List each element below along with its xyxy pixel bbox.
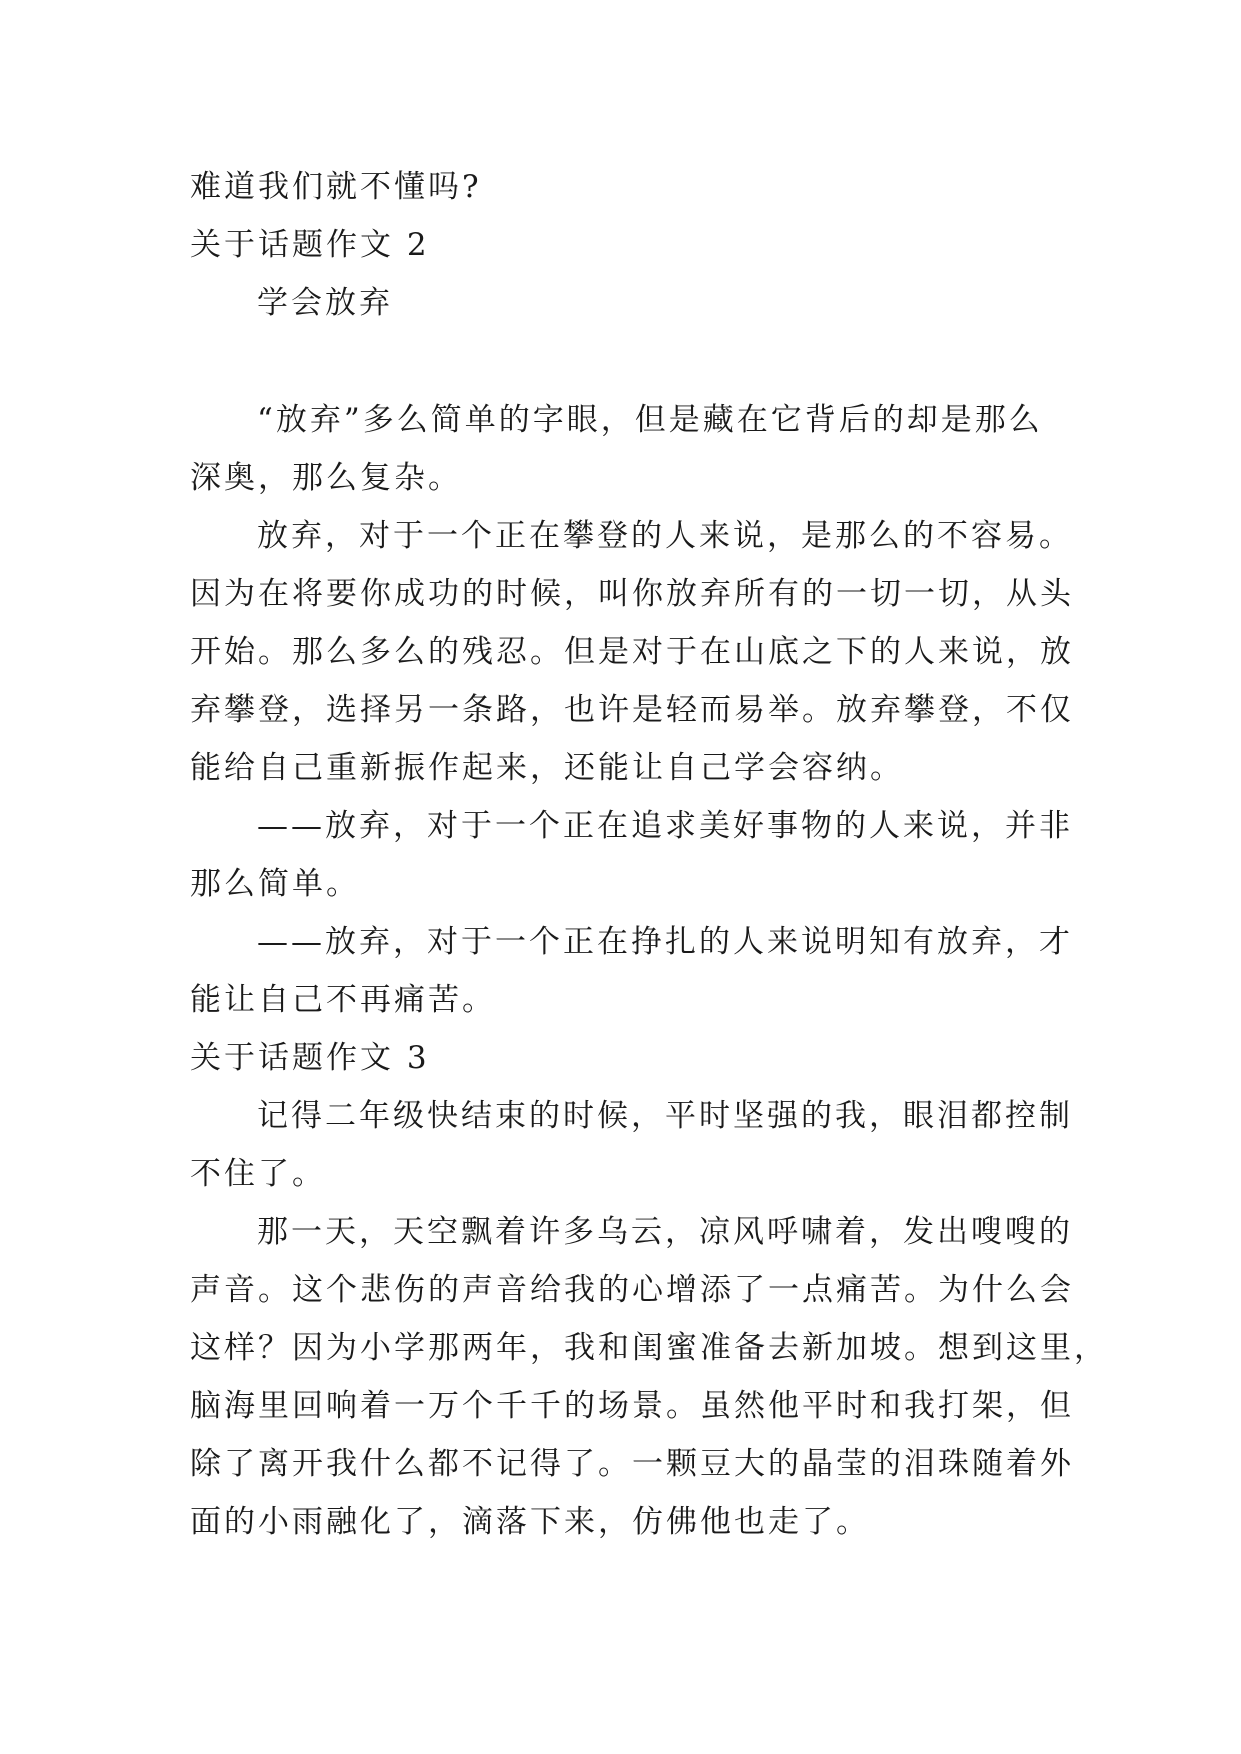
text-line: 记得二年级快结束的时候，平时坚强的我，眼泪都控制	[257, 1098, 1073, 1134]
text-line: 声音。这个悲伤的声音给我的心增添了一点痛苦。为什么会	[190, 1272, 1074, 1308]
text-line: “放弃”多么简单的字眼，但是藏在它背后的却是那么	[257, 402, 1043, 438]
text-line: 弃攀登，选择另一条路，也许是轻而易举。放弃攀登，不仅	[190, 692, 1074, 728]
text-line: ——放弃，对于一个正在追求美好事物的人来说，并非	[257, 808, 1073, 844]
text-line: ——放弃，对于一个正在挣扎的人来说明知有放弃，才	[257, 924, 1073, 960]
text-line: 面的小雨融化了，滴落下来，仿佛他也走了。	[190, 1504, 870, 1540]
text-line: 难道我们就不懂吗?	[190, 169, 482, 205]
text-line: 那么简单。	[190, 866, 360, 902]
section-heading: 关于话题作文 2	[190, 227, 430, 263]
section-heading: 关于话题作文 3	[190, 1040, 430, 1076]
text-line: 那一天，天空飘着许多乌云，凉风呼啸着，发出嗖嗖的	[257, 1214, 1073, 1250]
text-line: 能给自己重新振作起来，还能让自己学会容纳。	[190, 750, 904, 786]
text-line: 放弃，对于一个正在攀登的人来说，是那么的不容易。	[257, 518, 1073, 554]
text-line: 能让自己不再痛苦。	[190, 982, 496, 1018]
text-line: 脑海里回响着一万个千千的场景。虽然他平时和我打架，但	[190, 1388, 1074, 1424]
text-line: 因为在将要你成功的时候，叫你放弃所有的一切一切，从头	[190, 576, 1074, 612]
text-line: 不住了。	[190, 1156, 326, 1192]
text-line: 这样？因为小学那两年，我和闺蜜准备去新加坡。想到这里，	[190, 1330, 1108, 1366]
text-line: 深奥，那么复杂。	[190, 460, 462, 496]
essay-title: 学会放弃	[257, 285, 393, 321]
text-line: 开始。那么多么的残忍。但是对于在山底之下的人来说，放	[190, 634, 1074, 670]
text-line: 除了离开我什么都不记得了。一颗豆大的晶莹的泪珠随着外	[190, 1446, 1074, 1482]
